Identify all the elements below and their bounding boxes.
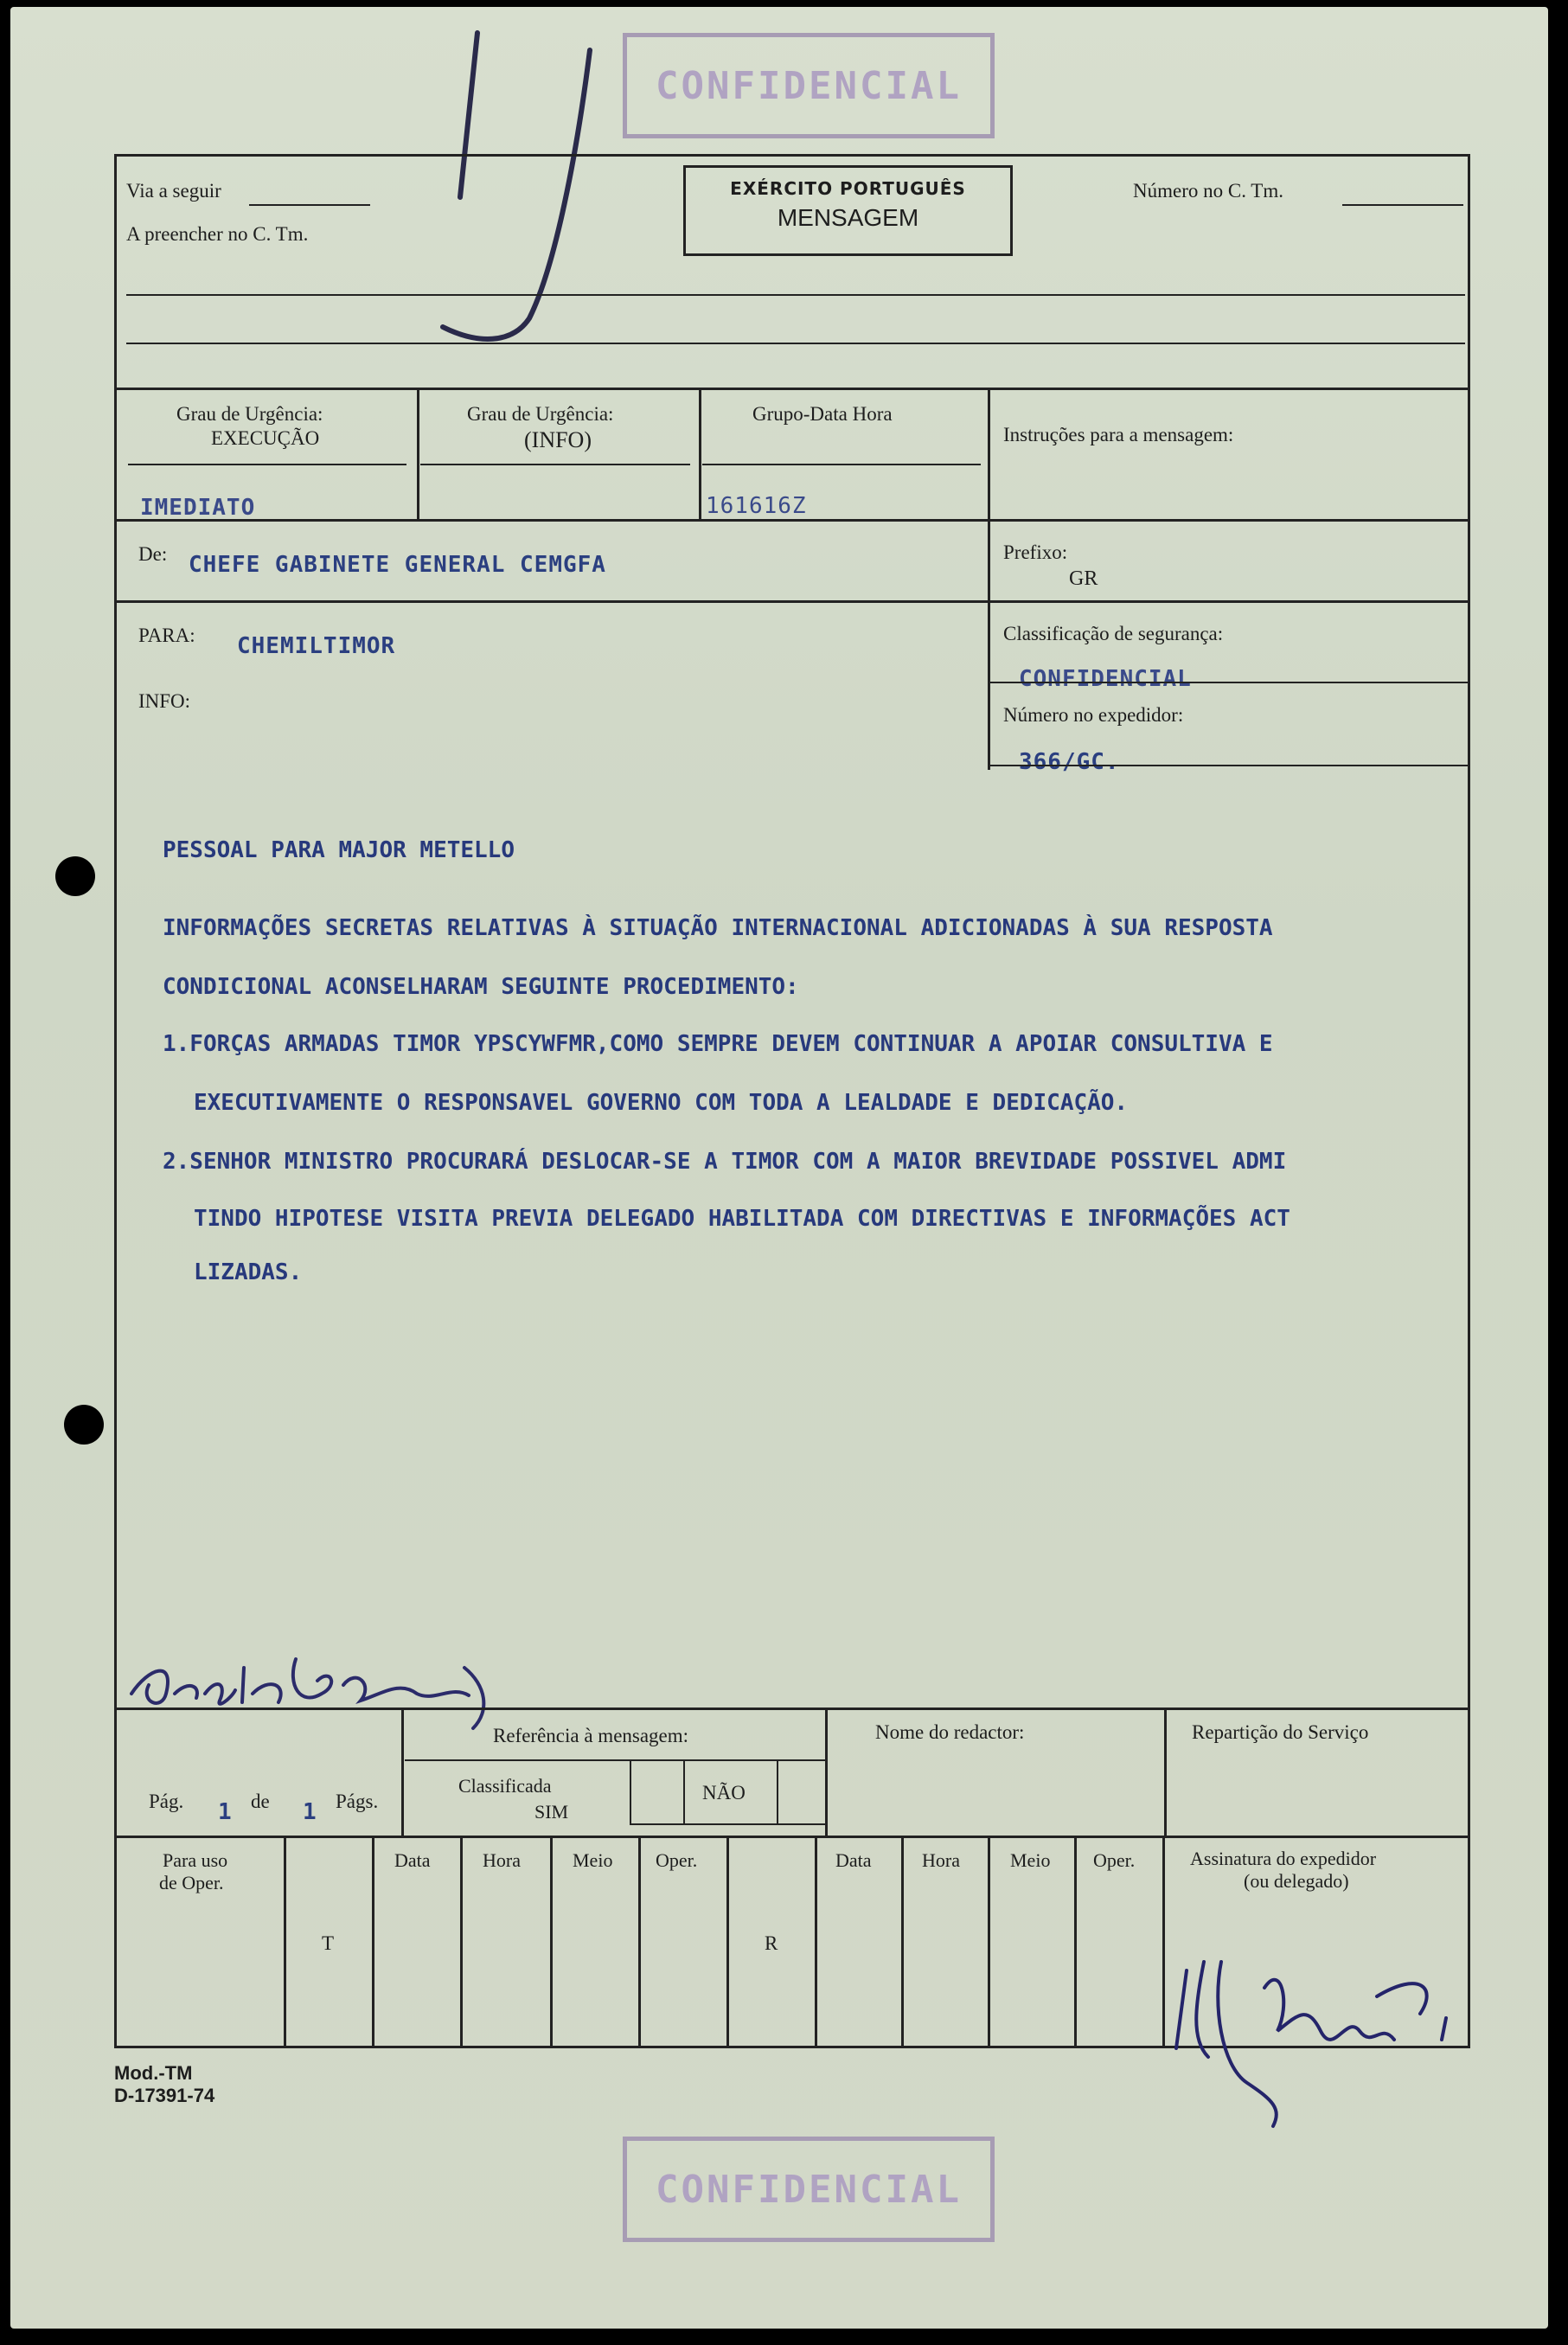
col-data-2: Data [835, 1849, 872, 1871]
ops-div-meio1 [550, 1837, 553, 2048]
nao-box-right [777, 1761, 778, 1823]
ops-div-meio2 [988, 1837, 990, 2048]
expedidor-signature [1161, 1936, 1472, 2135]
col-meio-1: Meio [573, 1849, 613, 1871]
ops-div-hora1 [460, 1837, 463, 2048]
para-uso-label: Para uso [163, 1849, 228, 1871]
body-line-7: TINDO HIPOTESE VISITA PREVIA DELEGADO HABILITADA COM DIRECTIVAS E INFORMAÇÕES ACT [194, 1206, 1290, 1232]
numero-expedidor-value: 366/GC. [1019, 749, 1120, 775]
confidencial-stamp-bottom: CONFIDENCIAL [623, 2137, 995, 2242]
classificada-label: Classificada [458, 1775, 552, 1797]
col-hora-1: Hora [483, 1849, 521, 1871]
numero-expedidor-label: Número no expedidor: [1003, 704, 1184, 726]
urgency-exec-sub: EXECUÇÃO [211, 427, 320, 449]
body-line-2: INFORMAÇÕES SECRETAS RELATIVAS À SITUAÇÃO INTERNACIONAL ADICIONADAS À SUA RESPOSTA [163, 915, 1273, 941]
army-title: EXÉRCITO PORTUGUÊS [730, 178, 966, 199]
pag-total-value: 1 [303, 1799, 317, 1825]
classificacao-line [989, 682, 1470, 683]
routing-right-bottom-line [989, 765, 1470, 766]
ops-div-oper1 [638, 1837, 641, 2048]
urgency-top-line [114, 388, 1470, 390]
de-bottom-line [114, 600, 1470, 603]
via-label: Via a seguir [126, 180, 221, 202]
urgency-sub-line-1 [128, 464, 406, 465]
confidencial-stamp-top: CONFIDENCIAL [623, 33, 995, 138]
preencher-label: A preencher no C. Tm. [126, 223, 309, 245]
punch-hole-top [55, 856, 95, 896]
footer-mid-line [114, 1836, 1470, 1838]
r-label: R [765, 1932, 778, 1954]
divider-urg-3 [988, 389, 990, 770]
urgency-exec-label: Grau de Urgência: [176, 403, 323, 425]
prefixo-label: Prefixo: [1003, 541, 1068, 563]
urgency-exec-value: IMEDIATO [140, 495, 256, 521]
para-value: CHEMILTIMOR [237, 633, 396, 659]
body-line-1: PESSOAL PARA MAJOR METELLO [163, 837, 515, 863]
footer-top-line [114, 1707, 1470, 1710]
sim-label: SIM [534, 1801, 569, 1823]
col-data-1: Data [394, 1849, 431, 1871]
form-mod-code: Mod.-TM [114, 2062, 193, 2084]
divider-urg-2 [699, 389, 701, 519]
sim-box-right [683, 1761, 685, 1823]
pag-label: Pág. [149, 1791, 184, 1812]
urgency-info-sub: (INFO) [524, 427, 592, 452]
body-line-4: 1.FORÇAS ARMADAS TIMOR YPSCYWFMR,COMO SEMPRE DEVEM CONTINUAR A APOIAR CONSULTIVA E [163, 1031, 1273, 1057]
urgency-sub-line-3 [702, 464, 981, 465]
t-label: T [322, 1932, 335, 1954]
body-line-3: CONDICIONAL ACONSELHARAM SEGUINTE PROCEDIMENTO: [163, 974, 799, 1000]
form-ref-code: D-17391-74 [114, 2085, 215, 2106]
document-page [10, 7, 1548, 2329]
mensagem-title: MENSAGEM [777, 204, 919, 231]
assinatura-label: Assinatura do expedidor [1190, 1848, 1377, 1869]
reparticao-label: Repartição do Serviço [1192, 1721, 1369, 1743]
redactor-label: Nome do redactor: [875, 1721, 1025, 1743]
footer-div-1 [401, 1709, 404, 1836]
urgency-bottom-line [114, 519, 1470, 522]
checkbox-bottom-line [630, 1823, 825, 1825]
urgency-info-label: Grau de Urgência: [467, 403, 614, 425]
divider-urg-1 [417, 389, 419, 519]
header-title-box [683, 165, 1013, 256]
footer-div-3 [1164, 1709, 1167, 1836]
pag-de-label: de [251, 1791, 270, 1812]
referencia-line [405, 1759, 825, 1761]
pag-value: 1 [218, 1799, 233, 1825]
numero-ctm-line [1342, 204, 1463, 206]
de-oper-label: de Oper. [159, 1872, 224, 1893]
body-line-5: EXECUTIVAMENTE O RESPONSAVEL GOVERNO COM TODA A LEALDADE E DEDICAÇÃO. [194, 1090, 1129, 1116]
pags-label: Págs. [336, 1791, 379, 1812]
urgency-sub-line-2 [420, 464, 690, 465]
ops-div-r [726, 1837, 729, 2048]
grupo-data-value: 161616Z [706, 493, 807, 519]
header-line-2 [126, 343, 1465, 344]
punch-hole-bottom [64, 1405, 104, 1445]
ops-div-data2 [815, 1837, 817, 2048]
ops-div-t [284, 1837, 286, 2048]
instrucoes-label: Instruções para a mensagem: [1003, 424, 1234, 445]
referencia-label: Referência à mensagem: [493, 1725, 689, 1746]
delegado-label: (ou delegado) [1244, 1870, 1349, 1892]
de-label: De: [138, 543, 168, 565]
ops-div-data1 [372, 1837, 374, 2048]
col-oper-1: Oper. [656, 1849, 698, 1871]
body-line-6: 2.SENHOR MINISTRO PROCURARÁ DESLOCAR-SE A TIMOR COM A MAIOR BREVIDADE POSSIVEL ADMI [163, 1149, 1287, 1175]
prefixo-value: GR [1069, 567, 1098, 590]
para-label: PARA: [138, 625, 195, 646]
numero-ctm-label: Número no C. Tm. [1133, 180, 1283, 202]
classificacao-label: Classificação de segurança: [1003, 623, 1224, 644]
header-line-1 [126, 294, 1465, 296]
ops-div-oper2 [1074, 1837, 1077, 2048]
handwritten-decifrei-note [123, 1633, 503, 1737]
sim-box-left [630, 1761, 631, 1823]
body-line-8: LIZADAS. [194, 1259, 303, 1285]
classificacao-value: CONFIDENCIAL [1019, 666, 1192, 692]
col-oper-2: Oper. [1093, 1849, 1136, 1871]
footer-div-2 [825, 1709, 828, 1836]
col-meio-2: Meio [1010, 1849, 1051, 1871]
grupo-data-label: Grupo-Data Hora [752, 403, 893, 425]
ops-div-hora2 [901, 1837, 904, 2048]
nao-label: NÃO [702, 1782, 746, 1804]
de-value: CHEFE GABINETE GENERAL CEMGFA [189, 552, 606, 578]
via-line [249, 204, 370, 206]
info-label: INFO: [138, 690, 191, 712]
col-hora-2: Hora [922, 1849, 960, 1871]
